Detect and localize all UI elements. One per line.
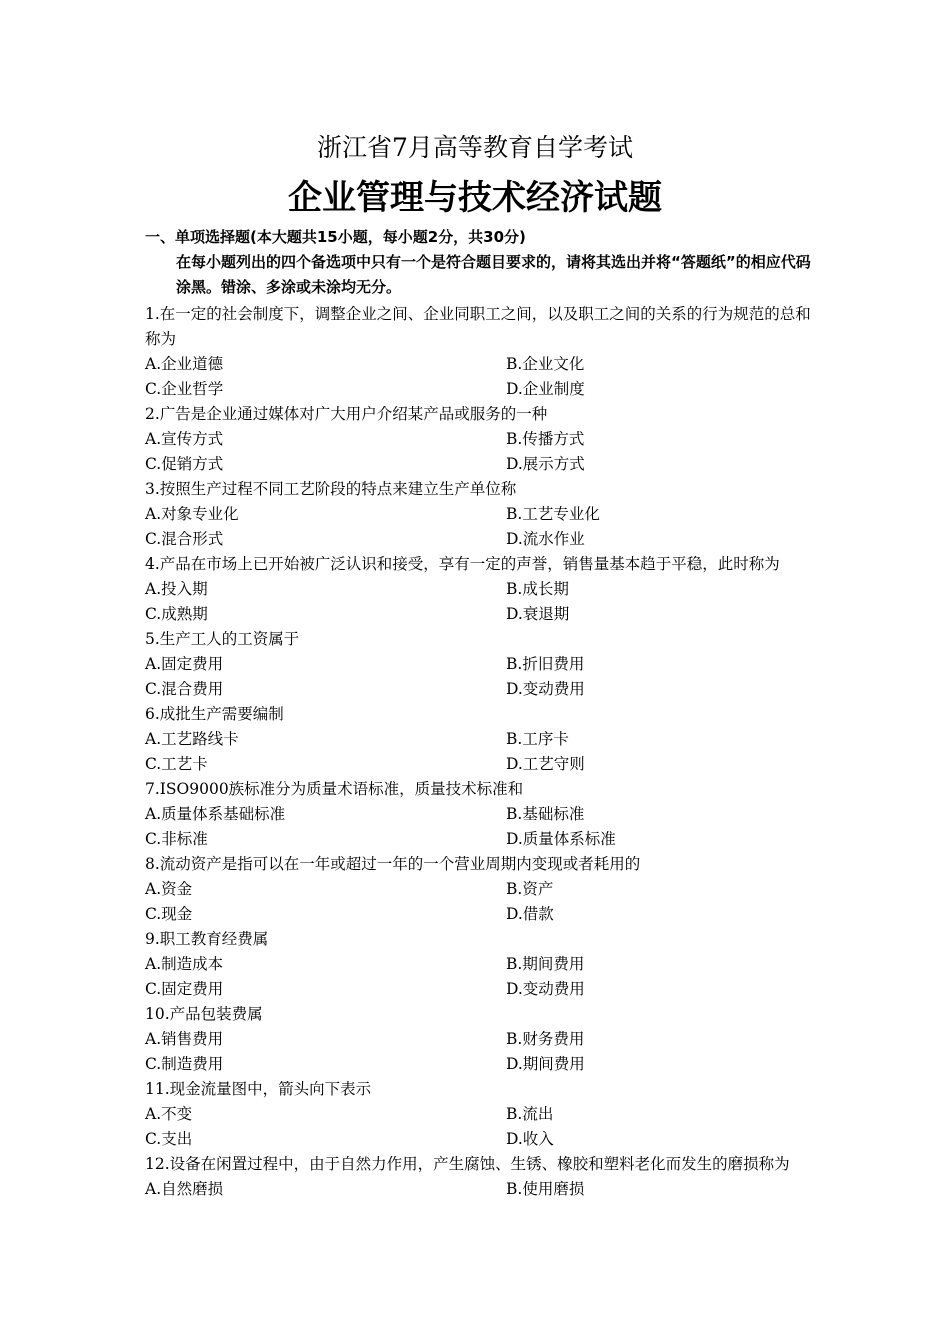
option-d: D.期间费用: [506, 1055, 585, 1073]
option-a: A.对象专业化: [145, 505, 239, 523]
option-row: [145, 1052, 813, 1077]
option-row: [145, 877, 813, 902]
option-b: B.资产: [506, 880, 554, 898]
option-row: [145, 1177, 813, 1202]
option-row: [145, 952, 813, 977]
question-9: [145, 927, 813, 1002]
exam-subtitle: 企业管理与技术经济试题: [288, 178, 662, 218]
option-c: C.混合形式: [145, 530, 224, 548]
question-10: [145, 1002, 813, 1077]
option-c: C.支出: [145, 1130, 193, 1148]
question-stem: 2.广告是企业通过媒体对广大用户介绍某产品或服务的一种: [145, 405, 548, 423]
option-d: D.工艺守则: [506, 755, 585, 773]
option-d: D.变动费用: [506, 980, 585, 998]
option-b: B.企业文化: [506, 355, 585, 373]
option-a: A.工艺路线卡: [145, 730, 239, 748]
option-b: B.流出: [506, 1105, 554, 1123]
option-c: C.制造费用: [145, 1055, 224, 1073]
option-row: [145, 527, 813, 552]
option-a: A.质量体系基础标准: [145, 805, 286, 823]
section-heading: 一、单项选择题(本大题共15小题，每小题2分，共30分): [145, 228, 526, 246]
option-d: D.收入: [506, 1130, 554, 1148]
question-3: [145, 477, 813, 552]
option-d: D.变动费用: [506, 680, 585, 698]
option-row: [145, 577, 813, 602]
option-row: [145, 827, 813, 852]
option-row: [145, 1127, 813, 1152]
question-1: [145, 302, 813, 402]
option-b: B.传播方式: [506, 430, 585, 448]
option-a: A.不变: [145, 1105, 193, 1123]
option-b: B.工艺专业化: [506, 505, 600, 523]
option-d: D.展示方式: [506, 455, 585, 473]
option-a: A.制造成本: [145, 955, 224, 973]
question-stem: 11.现金流量图中，箭头向下表示: [145, 1080, 372, 1098]
option-b: B.基础标准: [506, 805, 585, 823]
question-12: [145, 1152, 813, 1202]
option-row: [145, 902, 813, 927]
option-b: B.期间费用: [506, 955, 585, 973]
option-d: D.借款: [506, 905, 554, 923]
question-4: [145, 552, 813, 627]
question-stem: 3.按照生产过程不同工艺阶段的特点来建立生产单位称: [145, 480, 517, 498]
option-b: B.成长期: [506, 580, 569, 598]
option-row: [145, 452, 813, 477]
question-stem: 5.生产工人的工资属于: [145, 630, 300, 648]
option-row: [145, 727, 813, 752]
option-c: C.非标准: [145, 830, 208, 848]
question-stem: 9.职工教育经费属: [145, 930, 269, 948]
exam-content: [145, 226, 813, 1202]
option-b: B.工序卡: [506, 730, 569, 748]
option-c: C.工艺卡: [145, 755, 208, 773]
option-row: [145, 427, 813, 452]
option-d: D.企业制度: [506, 380, 585, 398]
option-b: B.折旧费用: [506, 655, 585, 673]
option-b: B.财务费用: [506, 1030, 585, 1048]
question-stem: 4.产品在市场上已开始被广泛认识和接受，享有一定的声誉，销售量基本趋于平稳，此时称为: [145, 555, 780, 573]
option-d: D.质量体系标准: [506, 830, 616, 848]
option-c: C.企业哲学: [145, 380, 224, 398]
option-row: [145, 802, 813, 827]
option-a: A.企业道德: [145, 355, 224, 373]
option-row: [145, 652, 813, 677]
question-stem: 6.成批生产需要编制: [145, 705, 284, 723]
option-row: [145, 677, 813, 702]
question-7: [145, 777, 813, 852]
option-d: D.流水作业: [506, 530, 585, 548]
question-2: [145, 402, 813, 477]
option-row: [145, 602, 813, 627]
option-row: [145, 752, 813, 777]
option-c: C.现金: [145, 905, 193, 923]
option-a: A.自然磨损: [145, 1180, 224, 1198]
option-a: A.资金: [145, 880, 193, 898]
exam-header: [0, 128, 950, 224]
question-stem: 1.在一定的社会制度下，调整企业之间、企业同职工之间，以及职工之间的关系的行为规范的总和称为: [145, 305, 811, 348]
option-c: C.混合费用: [145, 680, 224, 698]
option-row: [145, 1027, 813, 1052]
option-row: [145, 377, 813, 402]
question-stem: 7.ISO9000族标准分为质量术语标准，质量技术标准和: [145, 780, 524, 798]
question-11: [145, 1077, 813, 1152]
option-a: A.固定费用: [145, 655, 224, 673]
option-row: [145, 502, 813, 527]
option-row: [145, 1102, 813, 1127]
option-row: [145, 977, 813, 1002]
exam-title: 浙江省7月高等教育自学考试: [317, 133, 633, 162]
question-5: [145, 627, 813, 702]
option-c: C.固定费用: [145, 980, 224, 998]
option-a: A.宣传方式: [145, 430, 224, 448]
option-a: A.投入期: [145, 580, 208, 598]
option-b: B.使用磨损: [506, 1180, 585, 1198]
section-instruction: 在每小题列出的四个备选项中只有一个是符合题目要求的，请将其选出并将“答题纸”的相应代码涂黑。错涂、多涂或未涂均无分。: [176, 253, 811, 296]
option-row: [145, 352, 813, 377]
question-stem: 10.产品包装费属: [145, 1005, 263, 1023]
option-c: C.成熟期: [145, 605, 208, 623]
question-8: [145, 852, 813, 927]
question-stem: 8.流动资产是指可以在一年或超过一年的一个营业周期内变现或者耗用的: [145, 855, 641, 873]
question-stem: 12.设备在闲置过程中，由于自然力作用，产生腐蚀、生锈、橡胶和塑料老化而发生的磨损称为: [145, 1155, 790, 1173]
question-6: [145, 702, 813, 777]
option-c: C.促销方式: [145, 455, 224, 473]
option-a: A.销售费用: [145, 1030, 224, 1048]
option-d: D.衰退期: [506, 605, 570, 623]
